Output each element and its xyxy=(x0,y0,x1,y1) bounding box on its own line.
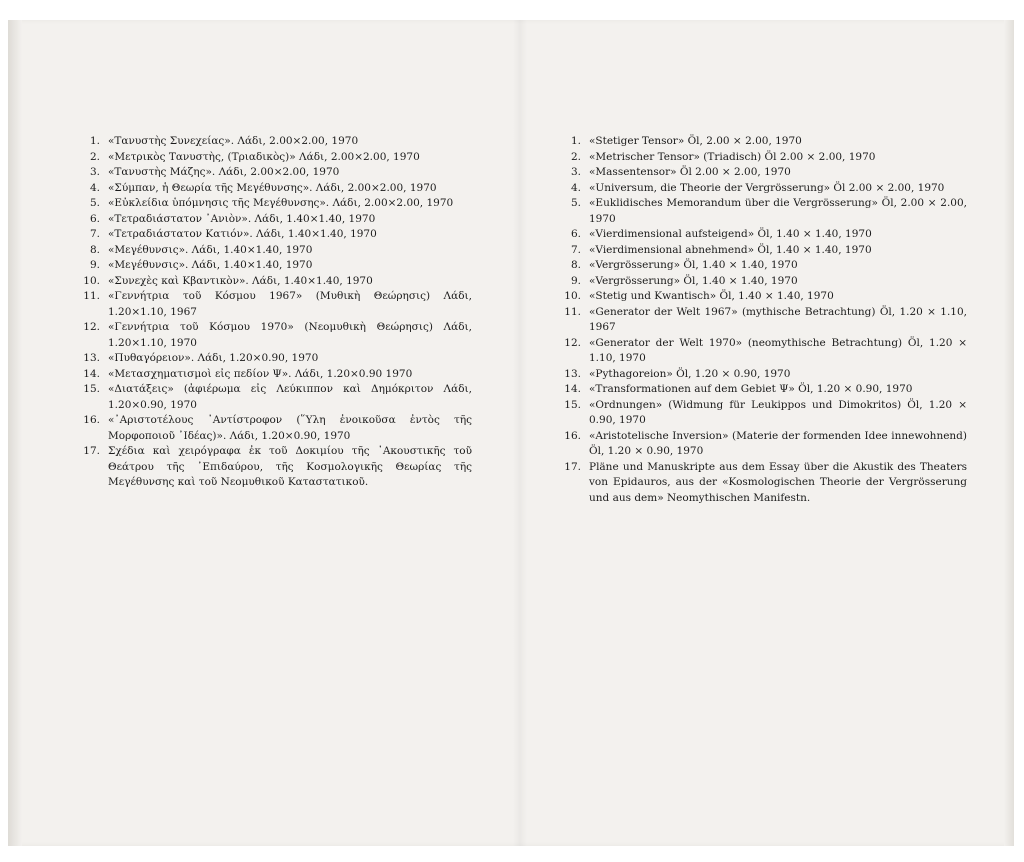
german-list-item-number: 17. xyxy=(564,460,581,473)
german-list-item-text: «Massentensor» Öl 2.00 × 2.00, 1970 xyxy=(589,166,791,178)
german-list-item xyxy=(555,258,967,274)
german-list-item-number: 10. xyxy=(564,290,581,302)
german-list-item-number: 5. xyxy=(570,197,581,209)
german-list-item xyxy=(555,367,967,383)
greek-list-item-text: «Συνεχὲς καὶ Κβαντικὸν». Λάδι, 1.40×1.40, 1970 xyxy=(108,274,373,287)
greek-list-item-number: 12. xyxy=(83,321,100,333)
greek-list-item-number: 2. xyxy=(89,150,100,163)
greek-list-item xyxy=(74,134,472,150)
german-list-item xyxy=(555,196,967,227)
greek-list-item-text: «Πυθαγόρειον». Λάδι, 1.20×0.90, 1970 xyxy=(108,352,319,364)
german-list-item-text: «Euklidisches Memorandum über die Vergrösserung» Öl, 2.00 × 2.00, 1970 xyxy=(589,197,967,225)
german-list-item-text: Pläne und Manuskripte aus dem Essay über die Akustik des Theaters von Epidauros, aus der «Kosmologischen Theorie der Vergrösserung und aus dem» Neomythischen Manifestn. xyxy=(589,460,967,504)
greek-list-item-number: 5. xyxy=(89,197,100,209)
greek-list-item-number: 3. xyxy=(89,166,100,178)
german-list-item-text: «Pythagoreion» Öl, 1.20 × 0.90, 1970 xyxy=(589,367,791,380)
greek-list-item-number: 14. xyxy=(83,367,100,380)
greek-list-item-text: «Μετρικὸς Τανυστὴς, (Τριαδικὸς)» Λάδι, 2.00×2.00, 1970 xyxy=(108,150,420,163)
german-list-item-number: 8. xyxy=(570,259,581,271)
greek-list-item-text: «Διατάξεις» (ἀφιέρωμα εἰς Λεύκιππον καὶ Δημόκριτον Λάδι, 1.20×0.90, 1970 xyxy=(108,383,472,411)
center-fold xyxy=(513,20,527,846)
greek-list-item xyxy=(74,351,472,367)
german-list-item xyxy=(555,227,967,243)
greek-list-item-text: Σχέδια καὶ χειρόγραφα ἐκ τοῦ Δοκιμίου τῆς ᾿Ακουστικῆς τοῦ Θεάτρου τῆς ᾿Επιδαύρου, τῆς Κοσμολογικῆς Θεωρίας τῆς Μεγέθυνσης καὶ τοῦ Νεομυθικοῦ Καταστατικοῦ. xyxy=(108,445,472,488)
greek-list-item-text: «Τετραδιάστατον ᾿Ανιὸν». Λάδι, 1.40×1.40, 1970 xyxy=(108,212,376,225)
german-list-item-number: 13. xyxy=(564,367,581,380)
german-list-item-text: «Ordnungen» (Widmung für Leukippos und Dimokritos) Öl, 1.20 × 0.90, 1970 xyxy=(589,398,967,426)
greek-list-item-text: «Γεννήτρια τοῦ Κόσμου 1970» (Νεομυθικὴ Θεώρησις) Λάδι, 1.20×1.10, 1970 xyxy=(108,321,472,349)
greek-list-item-text: «Εὐκλείδια ὑπόμνησις τῆς Μεγέθυνσης». Λάδι, 2.00×2.00, 1970 xyxy=(108,197,454,209)
german-list-item-number: 11. xyxy=(564,305,581,318)
german-list-item xyxy=(555,382,967,398)
greek-list-item-text: «Τανυστὴς Μάζης». Λάδι, 2.00×2.00, 1970 xyxy=(108,166,340,178)
german-list-item-number: 14. xyxy=(564,383,581,395)
german-list-item-number: 6. xyxy=(570,228,581,240)
german-list-item-text: «Generator der Welt 1967» (mythische Betrachtung) Öl, 1.20 × 1.10, 1967 xyxy=(589,305,967,333)
greek-list-item xyxy=(74,413,472,444)
german-list-item-text: «Vierdimensional aufsteigend» Öl, 1.40 × 1.40, 1970 xyxy=(589,228,872,240)
german-list-item-number: 1. xyxy=(570,135,581,147)
greek-list-item-number: 9. xyxy=(89,259,100,271)
greek-list-item-number: 16. xyxy=(83,414,100,426)
greek-list-item-number: 13. xyxy=(83,352,100,364)
greek-list-item-number: 15. xyxy=(83,383,100,395)
german-list-item-text: «Metrischer Tensor» (Triadisch) Öl 2.00 × 2.00, 1970 xyxy=(589,150,876,163)
greek-list-item-text: «Μεγέθυνσις». Λάδι, 1.40×1.40, 1970 xyxy=(108,243,313,256)
greek-list-item-text: «Μεγέθυνσις». Λάδι, 1.40×1.40, 1970 xyxy=(108,259,313,271)
greek-list-item-text: «Τανυστὴς Συνεχείας». Λάδι, 2.00×2.00, 1970 xyxy=(108,135,359,147)
german-list-item xyxy=(555,336,967,367)
greek-list-item xyxy=(74,258,472,274)
german-list-item xyxy=(555,150,967,166)
greek-list-item-text: «Γεννήτρια τοῦ Κόσμου 1967» (Μυθικὴ Θεώρησις) Λάδι, 1.20×1.10, 1967 xyxy=(108,290,472,318)
german-list-item-text: «Aristotelische Inversion» (Materie der formenden Idee innewohnend) Öl, 1.20 × 0.90, 1970 xyxy=(589,429,967,457)
german-list-item-number: 15. xyxy=(564,398,581,411)
german-list-item xyxy=(555,134,967,150)
german-list-item xyxy=(555,181,967,197)
greek-list-item xyxy=(74,382,472,413)
german-list-item xyxy=(555,305,967,336)
greek-list-item xyxy=(74,150,472,166)
german-list-item-text: «Universum, die Theorie der Vergrösserung» Öl 2.00 × 2.00, 1970 xyxy=(589,181,945,194)
german-list-item-number: 3. xyxy=(570,166,581,178)
greek-list-item-number: 8. xyxy=(89,243,100,256)
german-list-item-number: 16. xyxy=(564,429,581,442)
greek-list-item xyxy=(74,243,472,259)
greek-list-item xyxy=(74,289,472,320)
german-list-item-number: 4. xyxy=(570,181,581,194)
german-list-item-text: «Stetig und Kwantisch» Öl, 1.40 × 1.40, 1970 xyxy=(589,290,834,302)
greek-list-item xyxy=(74,212,472,228)
german-list-item-number: 9. xyxy=(570,274,581,287)
greek-list-item-number: 11. xyxy=(83,290,100,302)
german-list-item-number: 2. xyxy=(570,150,581,163)
greek-list-item xyxy=(74,274,472,290)
greek-list-item-text: «Τετραδιάστατον Κατιόν». Λάδι, 1.40×1.40, 1970 xyxy=(108,228,377,240)
greek-list-item-text: «Σύμπαν, ἡ Θεωρία τῆς Μεγέθυνσης». Λάδι, 2.00×2.00, 1970 xyxy=(108,181,437,194)
german-list-item-text: «Stetiger Tensor» Öl, 2.00 × 2.00, 1970 xyxy=(589,135,802,147)
greek-list-item xyxy=(74,444,472,491)
german-list-item xyxy=(555,460,967,507)
german-works-list xyxy=(555,134,967,506)
greek-list-item xyxy=(74,367,472,383)
greek-list-item xyxy=(74,165,472,181)
german-list-item xyxy=(555,165,967,181)
greek-list-item-number: 6. xyxy=(89,212,100,225)
german-list-item xyxy=(555,429,967,460)
german-list-item-text: «Vierdimensional abnehmend» Öl, 1.40 × 1.40, 1970 xyxy=(589,243,872,256)
greek-list-item-number: 17. xyxy=(83,445,100,457)
german-list-item xyxy=(555,243,967,259)
german-list-item-text: «Vergrösserung» Öl, 1.40 × 1.40, 1970 xyxy=(589,259,798,271)
german-list-item-number: 12. xyxy=(564,336,581,349)
greek-list-item xyxy=(74,181,472,197)
greek-list-item-text: «᾿Αριστοτέλους ᾿Αντίστροφον (῞Υλη ἐνοικοῦσα ἐντὸς τῆς Μορφοποιοῦ ᾿Ιδέας)». Λάδι, 1.20×0.90, 1970 xyxy=(108,414,472,442)
german-list-item-text: «Generator der Welt 1970» (neomythische Betrachtung) Öl, 1.20 × 1.10, 1970 xyxy=(589,336,967,364)
german-list-item xyxy=(555,289,967,305)
german-list-item xyxy=(555,274,967,290)
greek-list-item-number: 4. xyxy=(89,181,100,194)
german-list-item-number: 7. xyxy=(570,243,581,256)
greek-works-list xyxy=(74,134,472,491)
greek-list-item xyxy=(74,320,472,351)
german-list-item-text: «Transformationen auf dem Gebiet Ψ» Öl, 1.20 × 0.90, 1970 xyxy=(589,383,913,395)
greek-list-item xyxy=(74,196,472,212)
greek-list-item-number: 7. xyxy=(89,228,100,240)
german-list-item-text: «Vergrösserung» Öl, 1.40 × 1.40, 1970 xyxy=(589,274,798,287)
german-list-item xyxy=(555,398,967,429)
greek-list-item-number: 10. xyxy=(83,274,100,287)
greek-list-item-number: 1. xyxy=(89,135,100,147)
greek-list-item-text: «Μετασχηματισμοὶ εἰς πεδίον Ψ». Λάδι, 1.20×0.90 1970 xyxy=(108,367,413,380)
greek-list-item xyxy=(74,227,472,243)
